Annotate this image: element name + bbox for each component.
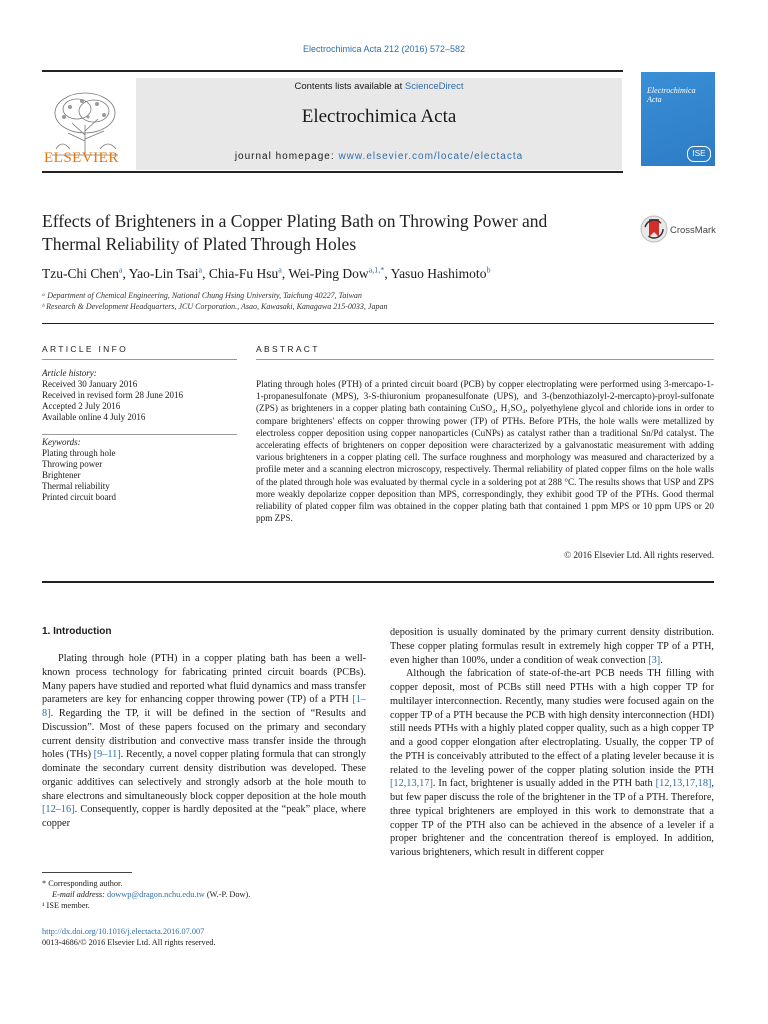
citation-link[interactable]: [12,13,17] [390, 778, 433, 790]
citation-link[interactable]: [9–11] [93, 749, 121, 761]
corresponding-author-note: * Corresponding author. [42, 879, 123, 888]
citation-link[interactable]: [12–16] [42, 804, 75, 816]
journal-cover-thumbnail[interactable] [641, 72, 715, 166]
author-affil-marker[interactable]: a,1,* [368, 265, 385, 275]
journal-homepage: journal homepage: www.elsevier.com/locate/electacta [234, 151, 524, 162]
author-affil-marker[interactable]: b [486, 265, 491, 275]
abstract-heading: ABSTRACT [256, 344, 320, 354]
abstract-text: Plating through holes (PTH) of a printed circuit board (PCB) by copper electroplating were performed using 3-mercapo-1-1-propanesulfonate (MPS), 3-S-thiuronium propanesulfonate (UPS), and 3-(benzothiazolyl-2-mercapto)-proyl-sulfonate (ZPS) as brighteners in a copper plating bath containing CuSO₄, H₂SO₄, polyethylene glycol and chloride ions in order to compare brighteners' effects on copper throwing power (TP) of PTHs. Before PTHs, the hole walls were metallized by electroless copper deposition using copper nanoparticles (CuNPs) as catalyst rather than a traditional Sn/Pd catalyst. The accelerating effects of brighteners on copper deposition were characterized by a galvanostatic measurement with adding various brighteners in a copper plating cell. The surface roughness and morphology was measured and characterized by a profile meter and a scanning electron microscopy, respectively. Thermal reliability of plated copper films on the hole walls of the plated through hole was evaluated by thermal cycle in a soldering pot at 288 °C. The results shows that USP and ZPS more weakly depolarize copper deposition than MPS, correspondingly, they exhibit good TP of the PTHs. Good thermal reliability of plated copper film was obtained in the copper plating bath that contained 1 ppm MPS or 10 ppm UPS or 20 ppm ZPS. [256, 379, 714, 524]
author-affil-marker[interactable]: a [198, 265, 203, 275]
citation-link[interactable]: [1–8] [42, 694, 366, 719]
author-list: Tzu-Chi Chen$^a$, Yao-Lin Tsai$^a$, Chia-Fu Hsu$^a$, Wei-Ping Dow$^{a,1,*}$, Yasuo Hashimoto$^b$ [42, 265, 491, 281]
frontmatter-rule [42, 581, 714, 583]
keywords [42, 437, 232, 504]
keyword: Plating through hole [42, 448, 116, 459]
author: Yao-Lin Tsai [128, 266, 199, 281]
header-top-rule [42, 70, 623, 72]
elsevier-wordmark: ELSEVIER [44, 150, 119, 166]
email-note: E-mail address: dowwp@dragon.nchu.edu.tw (W.-P. Dow). [52, 890, 251, 899]
paragraph: Plating through hole (PTH) in a copper plating bath has been a well-known process technology for fabricating printed circuit boards (PCBs). Many papers have studied and reported what fluid dynamics and mass transfer parameters are key for enhancing copper throwing power (TP) of a PTH [1–8]. Regarding the TP, it will be defined in the section of “Results and Discussion”. Most of these papers focused on the primary and secondary current density distribution and convective mass transfer inside the through holes (THs) [9–11]. Recently, a novel copper plating formula that can strongly dominate the secondary current density distribution was developed. These organic additives can selectively and strongly adsorb at the hole mouth to share electrons and simultaneously block copper deposition at the hole mouth [12–16]. Consequently, copper is hardly deposited at the “peak” place, where copper [42, 653, 366, 829]
keyword: Thermal reliability [42, 481, 110, 492]
keywords-label: Keywords: [42, 437, 81, 447]
footnotes [42, 878, 372, 911]
homepage-link[interactable]: www.elsevier.com/locate/electacta [338, 151, 524, 162]
cover-title: Electrochimica Acta [647, 86, 696, 104]
citation-link[interactable]: [12,13,17,18] [655, 778, 712, 790]
keyword: Throwing power [42, 459, 103, 470]
history-item: Available online 4 July 2016 [42, 412, 146, 423]
keywords-rule [42, 434, 237, 435]
sciencedirect-link[interactable]: ScienceDirect [404, 81, 464, 92]
article-title: Effects of Brighteners in a Copper Plating Bath on Throwing Power and Thermal Reliability of Plated Through Holes [42, 211, 548, 254]
history-item: Received 30 January 2016 [42, 379, 138, 390]
crossmark-icon[interactable] [640, 213, 668, 245]
article-info [42, 368, 232, 423]
journal-name: Electrochimica Acta [301, 106, 457, 127]
abstract-copyright: © 2016 Elsevier Ltd. All rights reserved. [564, 550, 714, 560]
keyword: Brightener [42, 470, 81, 481]
author-affil-marker[interactable]: a [278, 265, 282, 275]
author: Wei-Ping Dow [288, 266, 369, 281]
ise-badge: ISE [687, 146, 711, 162]
citation-link[interactable]: [3] [648, 654, 661, 666]
header-bottom-rule [42, 171, 623, 173]
contents-line: Contents lists available at ScienceDirect [294, 81, 464, 92]
history-item: Accepted 2 July 2016 [42, 401, 121, 412]
section-heading: 1. Introduction [42, 626, 112, 637]
author: Tzu-Chi Chen [42, 266, 119, 281]
affiliation-a: ᵃ Department of Chemical Engineering, National Chung Hsing University, Taichung 40227, Taiwan [42, 291, 362, 300]
abstract-rule [256, 359, 714, 360]
article-info-heading: ARTICLE INFO [42, 344, 129, 354]
body-column-left [42, 626, 366, 831]
doi-block [42, 926, 372, 948]
keyword: Printed circuit board [42, 492, 116, 503]
author: Chia-Fu Hsu [208, 266, 279, 281]
issn-line: 0013-4686/© 2016 Elsevier Ltd. All rights reserved. [42, 938, 216, 947]
author-email-link[interactable]: dowwp@dragon.nchu.edu.tw [107, 890, 205, 899]
doi-link[interactable]: http://dx.doi.org/10.1016/j.electacta.2016.07.007 [42, 927, 205, 936]
ise-member-note: ¹ ISE member. [42, 901, 90, 910]
paragraph: deposition is usually dominated by the primary current density distribution. These copper plating formulas result in extremely high copper TP of a PTH, even higher than 100%, under a condition of weak convection [3]. [390, 627, 714, 666]
history-item: Received in revised form 28 June 2016 [42, 390, 183, 401]
history-label: Article history: [42, 368, 97, 378]
footnote-rule [42, 872, 132, 873]
section-rule [42, 323, 714, 324]
journal-citation[interactable]: Electrochimica Acta 212 (2016) 572–582 [302, 44, 466, 54]
crossmark-label[interactable]: CrossMark [670, 225, 716, 236]
article-info-rule [42, 359, 237, 360]
paragraph: Although the fabrication of state-of-the-art PCB needs TH filling with copper deposit, most of PCBs still need PTHs with a high copper TP for multilayer interconnection. Recently, many studies were focused again on the copper TP of a PTH because the PCB with high density interconnection (HDI) still needs PTHs with a highly plated copper quality, such as a high copper TP and a good copper elongation after electroplating. Usually, the copper TP of the PTH is conceivably attributed to the effect of a plating leveler because it is related to the leveling power of the copper plating solution inside the PTH [12,13,17]. In fact, brightener is usually added in the PTH bath [12,13,17,18], but few paper discuss the role of the brightener in the TP of a PTH. Therefore, three typical brighteners are employed in this work to demonstrate that a copper TP of the PTH also can be achieved in the absence of a leveler if a proper brightener and the concentration thereof is employed. In addition, various brighteners, which result in different copper [390, 668, 714, 858]
affiliation-b: ᵇ Research & Development Headquarters, JCU Corporation., Asao, Kawasaki, Kanagawa 215-0033, Japan [42, 302, 388, 311]
author-affil-marker[interactable]: a [118, 265, 123, 275]
author: Yasuo Hashimoto [390, 266, 487, 281]
body-column-right [390, 626, 714, 860]
